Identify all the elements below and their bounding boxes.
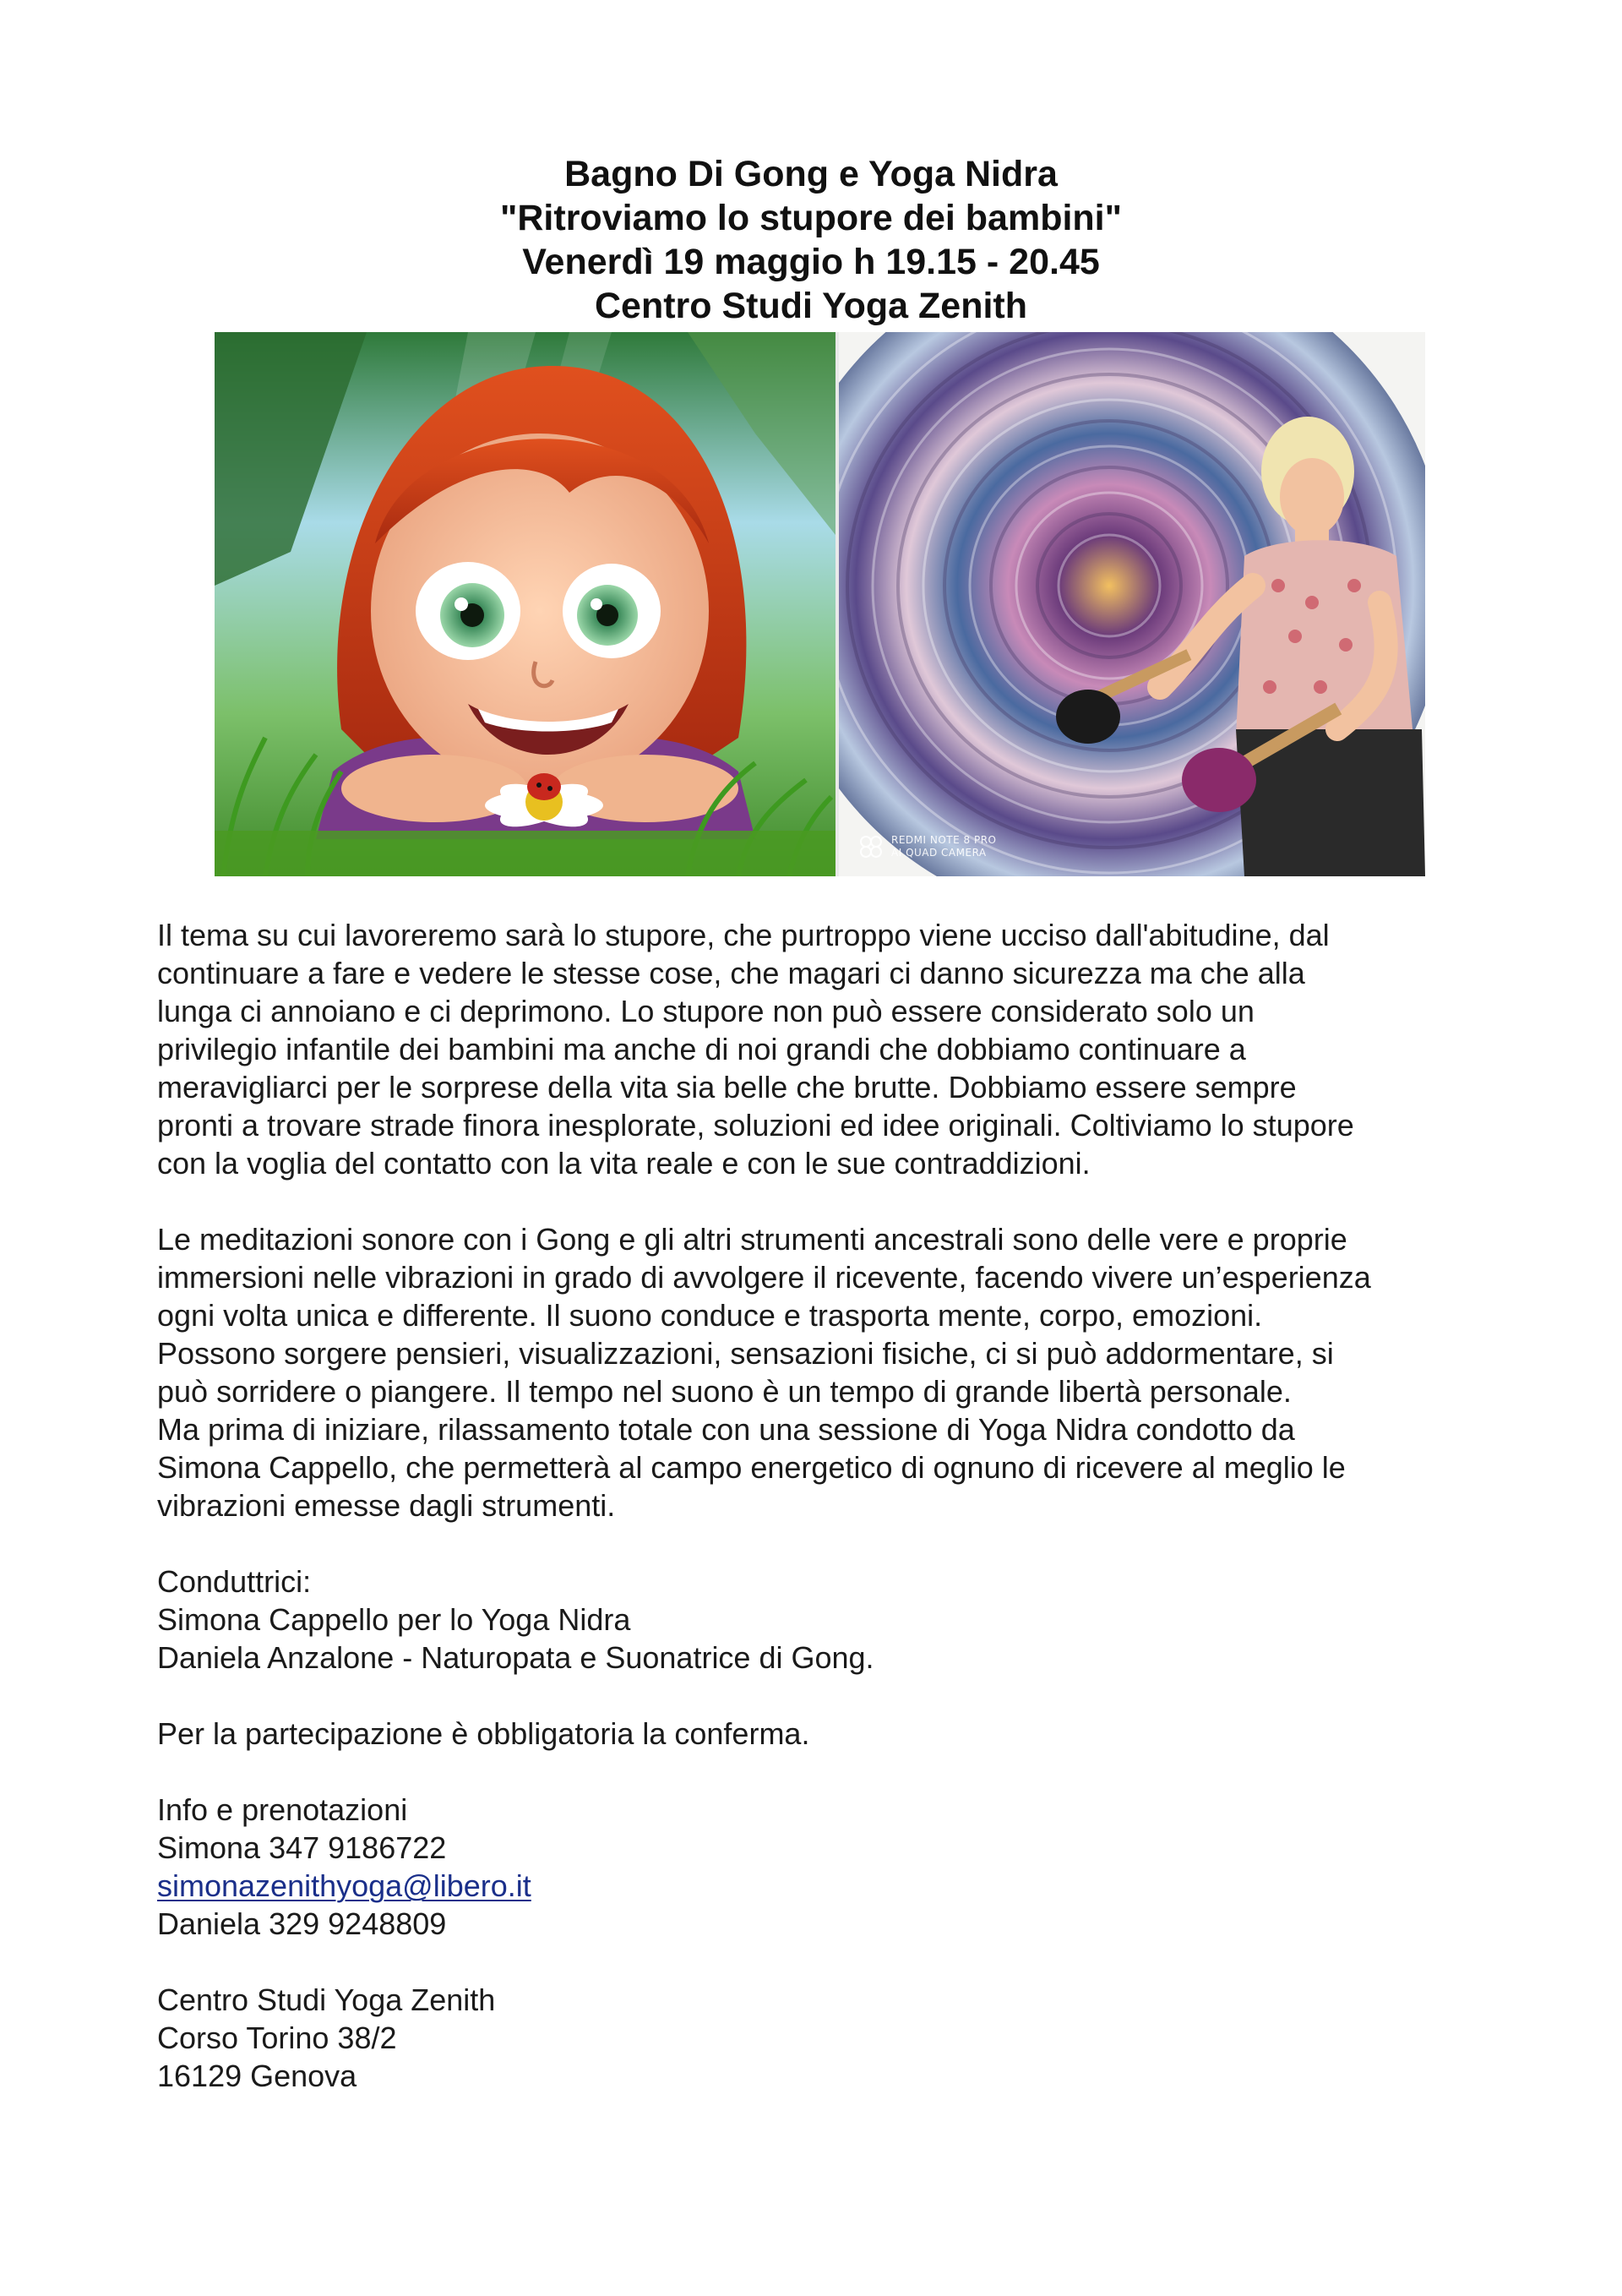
text-line: Il tema su cui lavoreremo sarà lo stupore, che purtroppo viene ucciso dall'abitudine, dal (157, 918, 1330, 952)
confirmation-text: Per la partecipazione è obbligatoria la conferma. (157, 1716, 810, 1751)
confirmation-paragraph (157, 1715, 1475, 1753)
conductors-heading: Conduttrici: (157, 1564, 312, 1599)
conductor-daniela: Daniela Anzalone - Naturopata e Suonatrice di Gong. (157, 1640, 874, 1675)
info-section (157, 1791, 1475, 1943)
contact-email-line (157, 1867, 1475, 1905)
child-illustration-image (215, 332, 835, 876)
event-venue: Centro Studi Yoga Zenith (594, 286, 1027, 326)
text-line: Ma prima di iniziare, rilassamento totale con una sessione di Yoga Nidra condotto da (157, 1412, 1295, 1447)
event-subtitle: "Ritroviamo lo stupore dei bambini" (499, 198, 1123, 238)
text-line: continuare a fare e vedere le stesse cose, che magari ci danno sicurezza ma che alla (157, 956, 1305, 990)
intro-paragraph (157, 916, 1475, 1182)
text-line: Le meditazioni sonore con i Gong e gli altri strumenti ancestrali sono delle vere e proprie (157, 1222, 1347, 1257)
event-title: Bagno Di Gong e Yoga Nidra (564, 154, 1058, 194)
camera-watermark (859, 834, 996, 859)
meditation-paragraph (157, 1220, 1475, 1524)
watermark-text (891, 834, 996, 859)
contact-email-link[interactable]: simonazenithyoga@libero.it (157, 1868, 531, 1903)
conductors-section (157, 1562, 1475, 1677)
contact-daniela-phone: Daniela 329 9248809 (157, 1906, 447, 1941)
text-line: meravigliarci per le sorprese della vita sia belle che brutte. Dobbiamo essere sempre (157, 1070, 1297, 1104)
address-city: 16129 Genova (157, 2059, 357, 2093)
address-section (157, 1981, 1475, 2095)
event-photo-collage (215, 332, 1425, 876)
address-venue: Centro Studi Yoga Zenith (157, 1982, 496, 2017)
camera-lens-icon (859, 835, 883, 859)
document-body (157, 916, 1475, 2133)
text-line: Simona Cappello, che permetterà al campo energetico di ognuno di ricevere al meglio le (157, 1450, 1346, 1485)
address-street: Corso Torino 38/2 (157, 2021, 397, 2055)
watermark-line: AI QUAD CAMERA (891, 847, 987, 859)
text-line: immersioni nelle vibrazioni in grado di avvolgere il ricevente, facendo vivere un’esperienza (157, 1260, 1371, 1295)
text-line: ogni volta unica e differente. Il suono conduce e trasporta mente, corpo, emozioni. (157, 1298, 1263, 1333)
text-line: Possono sorgere pensieri, visualizzazioni, sensazioni fisiche, ci si può addormentare, si (157, 1336, 1334, 1371)
contact-simona-phone: Simona 347 9186722 (157, 1830, 447, 1865)
text-line: con la voglia del contatto con la vita reale e con le sue contraddizioni. (157, 1146, 1091, 1181)
text-line: privilegio infantile dei bambini ma anche di noi grandi che dobbiamo continuare a (157, 1032, 1246, 1066)
text-line: vibrazioni emesse dagli strumenti. (157, 1488, 616, 1523)
text-line: lunga ci annoiano e ci deprimono. Lo stupore non può essere considerato solo un (157, 994, 1255, 1028)
conductor-simona: Simona Cappello per lo Yoga Nidra (157, 1602, 631, 1637)
text-line: può sorridere o piangere. Il tempo nel suono è un tempo di grande libertà personale. (157, 1374, 1292, 1409)
gong-player-photo (839, 332, 1425, 876)
text-line: pronti a trovare strade finora inesplorate, soluzioni ed idee originali. Coltiviamo lo stupore (157, 1108, 1354, 1143)
info-heading: Info e prenotazioni (157, 1792, 408, 1827)
event-date-time: Venerdì 19 maggio h 19.15 - 20.45 (522, 242, 1100, 282)
watermark-line: REDMI NOTE 8 PRO (891, 834, 997, 846)
title-block (0, 152, 1622, 328)
